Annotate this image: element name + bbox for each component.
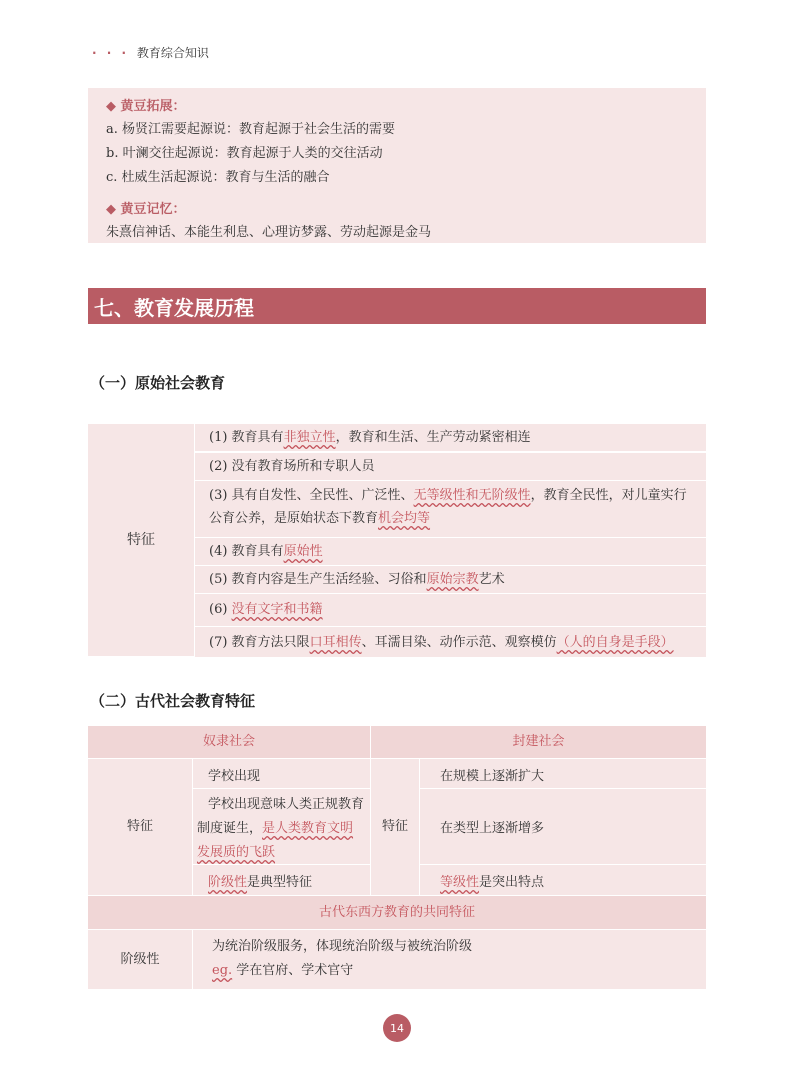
slave-row-3: 阶级性是典型特征 [193, 865, 370, 895]
class-line-1: 为统治阶级服务，体现统治阶级与被统治阶级 [212, 939, 473, 954]
page-number: 14 [390, 1022, 404, 1035]
section-title-bar [88, 288, 706, 324]
section-title: 七、教育发展历程 [94, 296, 254, 320]
table-row: (7) 教育方法只限口耳相传、耳濡目染、动作示范、观察模仿（人的自身是手段） [195, 626, 706, 657]
table-row: (3) 具有自发性、全民性、广泛性、无等级性和无阶级性，教育全民性，对儿童实行公育公养，是原始状态下教育机会均等 [195, 480, 706, 537]
tip-box [88, 88, 706, 243]
table-row: (4) 教育具有原始性 [195, 537, 706, 565]
feudal-row-3: 等级性是突出特点 [420, 865, 706, 895]
class-line-2: eg. 学在官府、学术官守 [212, 963, 354, 978]
slave-row-1: 学校出现 [193, 759, 370, 788]
slave-row-2: 学校出现意味人类正规教育制度诞生，是人类教育文明发展质的飞跃 [193, 789, 370, 864]
keyword: 没有文字和书籍 [231, 602, 323, 617]
keyword: 等级性 [440, 875, 480, 890]
keyword: 原始宗教 [426, 572, 479, 587]
feudal-society-header: 封建社会 [371, 726, 706, 758]
memory-label: ◆ 黄豆记忆： [106, 202, 186, 217]
ancient-education-table [88, 726, 706, 989]
common-features-header: 古代东西方教育的共同特征 [88, 896, 706, 929]
tip-line-b: b. 叶澜交往起源说：教育起源于人类的交往活动 [106, 146, 383, 161]
feudal-row-1: 在规模上逐渐扩大 [420, 759, 706, 788]
feature-label: 特征 [127, 532, 155, 548]
subsection-title-ancient: （二）古代社会教育特征 [90, 692, 256, 710]
header-title: 教育综合知识 [136, 46, 209, 60]
subsection-title-primitive: （一）原始社会教育 [90, 374, 226, 392]
keyword: 非独立性 [283, 430, 336, 445]
keyword: 无等级性和无阶级性 [413, 488, 531, 503]
memory-text: 朱熹信神话、本能生利息、心理访梦露、劳动起源是金马 [106, 225, 432, 240]
keyword: 机会均等 [378, 511, 431, 526]
feudal-row-2: 在类型上逐渐增多 [420, 789, 706, 864]
expand-label: ◆ 黄豆拓展： [106, 99, 186, 114]
primitive-education-table [88, 424, 706, 656]
page-number-badge [383, 1014, 411, 1042]
table-row: (1) 教育具有非独立性，教育和生活、生产劳动紧密相连 [195, 424, 706, 451]
feudal-feature-label: 特征 [371, 759, 419, 895]
keyword: （人的自身是手段） [556, 635, 674, 650]
keyword: 原始性 [283, 544, 323, 559]
keyword: 是人类教育文明发展质的飞跃 [197, 821, 354, 860]
eg-marker: eg. [212, 963, 233, 978]
class-nature-label: 阶级性 [88, 930, 192, 989]
table-row: (6) 没有文字和书籍 [195, 593, 706, 626]
running-header [92, 44, 209, 61]
feature-label-cell [88, 424, 194, 656]
keyword: 阶级性 [208, 875, 248, 890]
table-row: (2) 没有教育场所和专职人员 [195, 452, 706, 480]
class-nature-content [193, 930, 706, 989]
slave-society-header: 奴隶社会 [88, 726, 370, 758]
tip-line-c: c. 杜威生活起源说：教育与生活的融合 [106, 170, 330, 185]
tip-line-a: a. 杨贤江需要起源说：教育起源于社会生活的需要 [106, 122, 396, 137]
header-dots: · · · [92, 46, 130, 60]
table-row: (5) 教育内容是生产生活经验、习俗和原始宗教艺术 [195, 565, 706, 593]
keyword: 口耳相传 [309, 635, 362, 650]
slave-feature-label: 特征 [88, 759, 192, 895]
